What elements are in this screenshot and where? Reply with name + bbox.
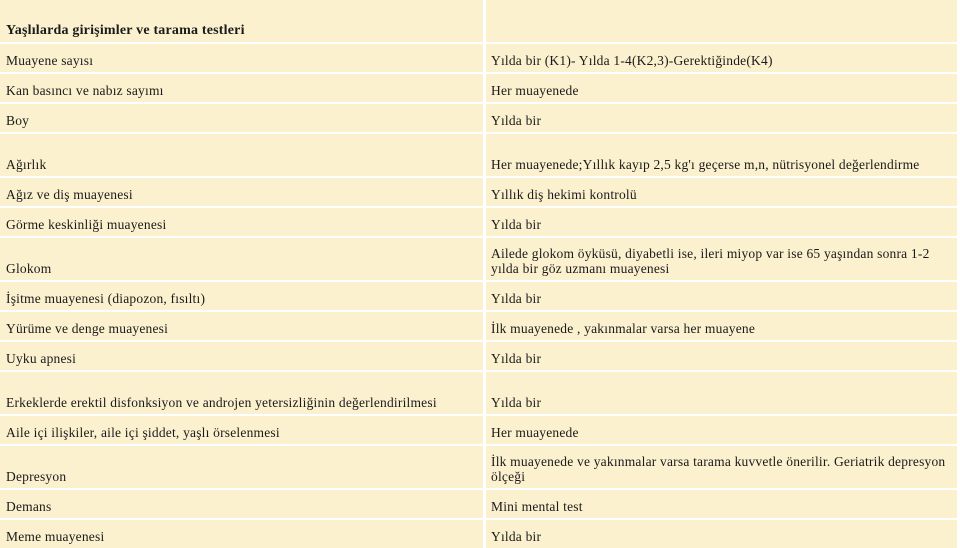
table-row	[0, 342, 960, 372]
table-row	[0, 134, 960, 178]
row-detail: Yılda bir	[486, 372, 960, 416]
row-detail: Yılda bir	[486, 520, 960, 548]
row-item: Demans	[0, 490, 486, 520]
row-detail: Yılda bir	[486, 342, 960, 372]
table-row	[0, 446, 960, 490]
table-header-right	[486, 0, 960, 44]
table-row	[0, 520, 960, 548]
row-detail: Mini mental test	[486, 490, 960, 520]
row-item: Ağırlık	[0, 134, 486, 178]
row-item: Uyku apnesi	[0, 342, 486, 372]
row-item: İşitme muayenesi (diapozon, fısıltı)	[0, 282, 486, 312]
row-detail: Yılda bir (K1)- Yılda 1-4(K2,3)-Gerektiğinde(K4)	[486, 44, 960, 74]
table-title: Yaşlılarda girişimler ve tarama testleri	[0, 0, 486, 44]
row-item: Depresyon	[0, 446, 486, 490]
table-row	[0, 490, 960, 520]
row-item: Aile içi ilişkiler, aile içi şiddet, yaşlı örselenmesi	[0, 416, 486, 446]
row-detail: Her muayenede;Yıllık kayıp 2,5 kg'ı geçerse m,n, nütrisyonel değerlendirme	[486, 134, 960, 178]
table-header-row	[0, 0, 960, 44]
table-row	[0, 104, 960, 134]
row-item: Boy	[0, 104, 486, 134]
row-detail: İlk muayenede , yakınmalar varsa her muayene	[486, 312, 960, 342]
row-item: Kan basıncı ve nabız sayımı	[0, 74, 486, 104]
row-detail: Yıllık diş hekimi kontrolü	[486, 178, 960, 208]
row-detail: Yılda bir	[486, 282, 960, 312]
table-row	[0, 178, 960, 208]
row-item: Erkeklerde erektil disfonksiyon ve androjen yetersizliğinin değerlendirilmesi	[0, 372, 486, 416]
table-row	[0, 372, 960, 416]
row-detail: Ailede glokom öyküsü, diyabetli ise, ileri miyop var ise 65 yaşından sonra 1-2 yılda bir göz uzmanı muayenesi	[486, 238, 960, 282]
row-detail: Her muayenede	[486, 74, 960, 104]
row-item: Görme keskinliği muayenesi	[0, 208, 486, 238]
table-row	[0, 208, 960, 238]
table-row	[0, 312, 960, 342]
row-item: Yürüme ve denge muayenesi	[0, 312, 486, 342]
row-detail: Yılda bir	[486, 104, 960, 134]
row-detail: Yılda bir	[486, 208, 960, 238]
table-row	[0, 44, 960, 74]
table-row	[0, 238, 960, 282]
table-row	[0, 282, 960, 312]
table-row	[0, 416, 960, 446]
row-detail: Her muayenede	[486, 416, 960, 446]
row-item: Meme muayenesi	[0, 520, 486, 548]
row-detail: İlk muayenede ve yakınmalar varsa tarama kuvvetle önerilir. Geriatrik depresyon ölçeği	[486, 446, 960, 490]
row-item: Glokom	[0, 238, 486, 282]
row-item: Muayene sayısı	[0, 44, 486, 74]
row-item: Ağız ve diş muayenesi	[0, 178, 486, 208]
table-row	[0, 74, 960, 104]
